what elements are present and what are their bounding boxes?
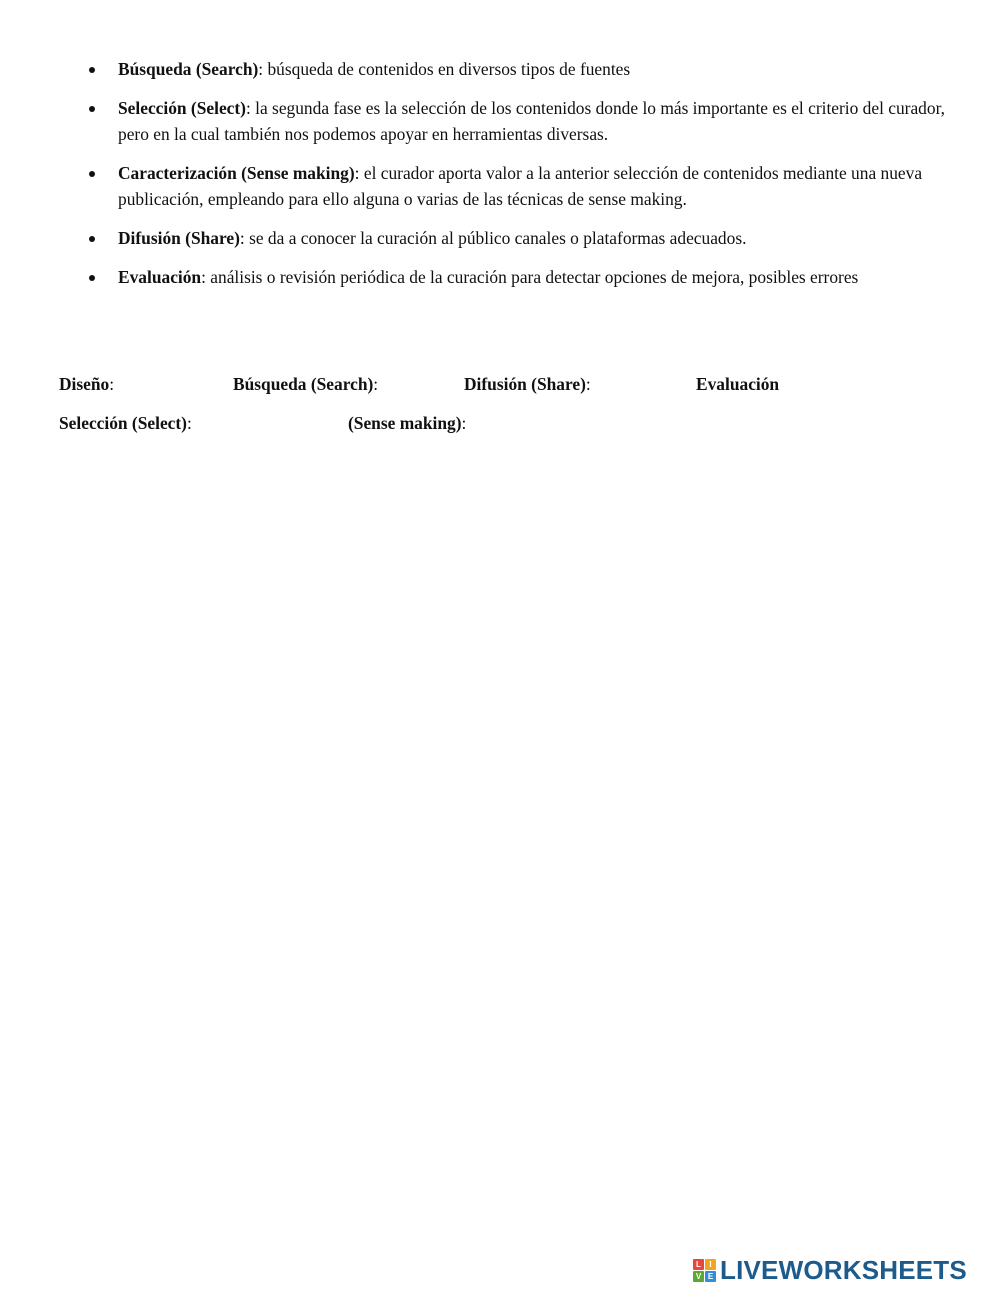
term-definition: : se da a conocer la curación al público canales o plataformas adecuados. xyxy=(239,228,747,248)
list-item xyxy=(0,160,1000,212)
logo-cell: E xyxy=(705,1271,716,1282)
bullet-icon xyxy=(89,275,95,281)
list-item xyxy=(0,56,1000,82)
term-label: Difusión (Share) xyxy=(118,228,240,248)
logo-mark-icon xyxy=(693,1259,716,1282)
answer-suffix: : xyxy=(109,374,115,394)
answer-label-busqueda xyxy=(233,371,378,397)
answer-term: Difusión (Share) xyxy=(464,374,586,394)
logo-cell: V xyxy=(693,1271,704,1282)
answer-term: Selección (Select) xyxy=(59,413,187,433)
definitions-list xyxy=(0,56,1000,303)
answer-term: (Sense making) xyxy=(348,413,462,433)
bullet-icon xyxy=(89,67,95,73)
term-label: Evaluación xyxy=(118,267,202,287)
list-item xyxy=(0,95,1000,147)
answer-label-difusion xyxy=(464,371,591,397)
term-definition: : análisis o revisión periódica de la curación para detectar opciones de mejora, posibles errores xyxy=(201,267,859,287)
answer-suffix: : xyxy=(186,413,192,433)
term-definition: : la segunda fase es la selección de los contenidos donde lo más importante es el criterio del curador, pero en la cual también nos podemos apoyar en herramientas diversas. xyxy=(118,98,946,144)
answer-suffix: : xyxy=(373,374,379,394)
bullet-icon xyxy=(89,106,95,112)
answer-label-sense-making xyxy=(348,410,466,436)
bullet-icon xyxy=(89,236,95,242)
term-definition: : búsqueda de contenidos en diversos tipos de fuentes xyxy=(258,59,631,79)
answer-term: Diseño xyxy=(59,374,110,394)
answer-term: Evaluación xyxy=(696,374,780,394)
term-definition: : el curador aporta valor a la anterior selección de contenidos mediante una nueva publicación, empleando para ello alguna o varias de las técnicas de sense making. xyxy=(118,163,923,209)
logo-cell: L xyxy=(693,1259,704,1270)
answer-label-evaluacion xyxy=(696,371,779,397)
logo-cell: I xyxy=(705,1259,716,1270)
term-label: Caracterización (Sense making) xyxy=(118,163,355,183)
list-item xyxy=(0,264,1000,290)
logo-text: LIVEWORKSHEETS xyxy=(720,1254,967,1285)
answer-suffix: : xyxy=(585,374,591,394)
answer-term: Búsqueda (Search) xyxy=(233,374,374,394)
answer-label-seleccion xyxy=(59,410,192,436)
bullet-icon xyxy=(89,171,95,177)
answer-label-diseno xyxy=(59,371,114,397)
liveworksheets-logo xyxy=(693,1255,967,1285)
term-label: Selección (Select) xyxy=(118,98,246,118)
list-item xyxy=(0,225,1000,251)
answer-suffix: : xyxy=(461,413,467,433)
term-label: Búsqueda (Search) xyxy=(118,59,259,79)
